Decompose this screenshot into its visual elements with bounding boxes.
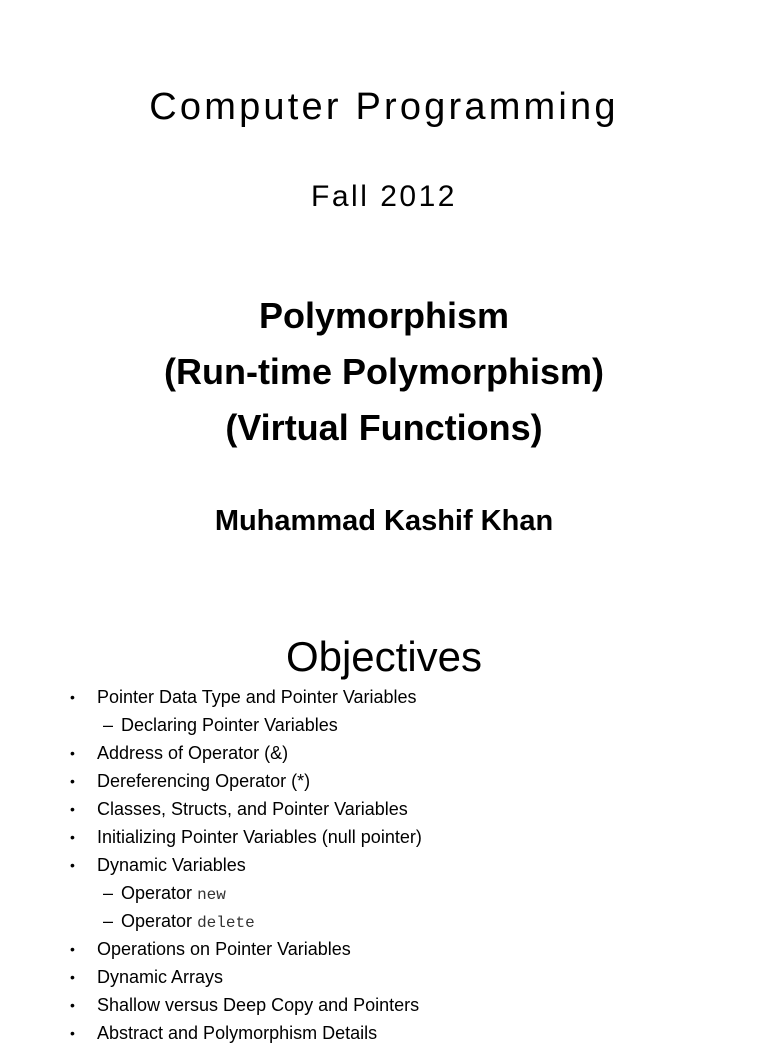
code-keyword: new xyxy=(197,886,226,904)
list-item-text: Address of Operator (&) xyxy=(97,743,289,763)
list-item-text: Classes, Structs, and Pointer Variables xyxy=(97,799,408,819)
bullet-icon: • xyxy=(70,773,75,789)
dash-icon: – xyxy=(103,715,114,735)
bullet-icon: • xyxy=(70,857,75,873)
list-item xyxy=(0,683,768,711)
objectives-title: Objectives xyxy=(285,633,483,680)
topic-title xyxy=(0,288,768,456)
list-item xyxy=(0,963,768,991)
list-item xyxy=(0,767,768,795)
topic-line: Polymorphism xyxy=(258,295,510,336)
term-label: Fall 2012 xyxy=(311,180,457,213)
list-subitem xyxy=(0,907,768,935)
list-item xyxy=(0,823,768,851)
list-item-text: Dereferencing Operator (*) xyxy=(97,771,311,791)
bullet-icon: • xyxy=(70,745,75,761)
list-item xyxy=(0,795,768,823)
bullet-icon: • xyxy=(70,941,75,957)
objectives-slide xyxy=(0,620,768,1043)
dash-icon: – xyxy=(103,883,114,903)
bullet-icon: • xyxy=(70,997,75,1013)
topic-line: (Virtual Functions) xyxy=(225,407,543,448)
list-item-text: Declaring Pointer Variables xyxy=(121,715,338,735)
list-item-text: Pointer Data Type and Pointer Variables xyxy=(97,687,417,707)
bullet-icon: • xyxy=(70,969,75,985)
list-item xyxy=(0,739,768,767)
list-item xyxy=(0,935,768,963)
bullet-icon: • xyxy=(70,689,75,705)
list-item-text: Operations on Pointer Variables xyxy=(97,939,351,959)
author-name: Muhammad Kashif Khan xyxy=(214,505,554,537)
course-title: Computer Programming xyxy=(149,86,619,128)
list-item-text: Dynamic Variables xyxy=(97,855,246,875)
topic-line: (Run-time Polymorphism) xyxy=(163,351,604,392)
list-item xyxy=(0,991,768,1019)
list-item-text: Abstract and Polymorphism Details xyxy=(97,1023,378,1043)
bullet-icon: • xyxy=(70,1025,75,1041)
list-item-text: Operator xyxy=(121,883,193,903)
list-item-text: Initializing Pointer Variables (null pointer) xyxy=(97,827,422,847)
list-item xyxy=(0,851,768,879)
bullet-icon: • xyxy=(70,829,75,845)
list-item-text: Shallow versus Deep Copy and Pointers xyxy=(97,995,420,1015)
dash-icon: – xyxy=(103,911,114,931)
list-subitem xyxy=(0,879,768,907)
list-subitem xyxy=(0,711,768,739)
list-item-text: Operator xyxy=(121,911,193,931)
list-item xyxy=(0,1019,768,1047)
list-item-text: Dynamic Arrays xyxy=(97,967,224,987)
bullet-icon: • xyxy=(70,801,75,817)
code-keyword: delete xyxy=(197,914,255,932)
objectives-list xyxy=(0,683,768,1047)
